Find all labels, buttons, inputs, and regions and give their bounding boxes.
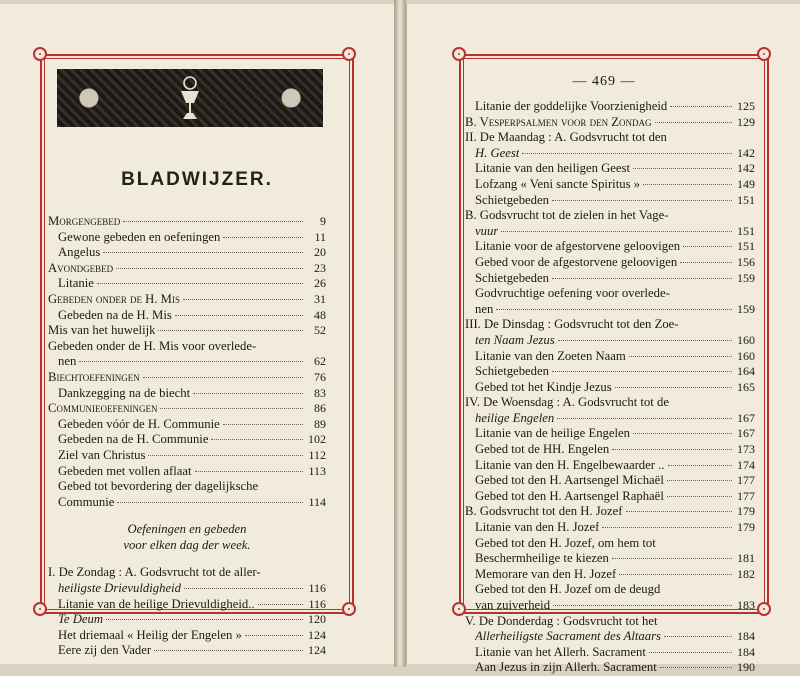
toc-entry-page: 174 [737,457,755,472]
toc-entry-label: Schietgebeden [475,270,549,285]
toc-entry-label: Dankzegging na de biecht [58,385,191,400]
toc-entry [48,261,326,277]
toc-entry [465,99,755,115]
leader-dots [619,574,732,575]
leader-dots [552,371,732,372]
toc-entry-page: 167 [737,410,755,425]
toc-entry [465,317,755,333]
corner-ornament-icon [33,602,47,616]
toc-entry-label: Litanie [58,276,94,291]
corner-ornament-icon [33,47,47,61]
toc-entry-label: Ziel van Christus [58,447,146,462]
toc-entry-label: B. Godsvrucht tot den H. Jozef [465,504,623,519]
leader-dots [683,246,732,247]
toc-entry-label: Gebeden onder de H. Mis [48,291,180,306]
toc-entry-page: 182 [737,566,755,581]
toc-entry [48,464,326,480]
leader-dots [223,237,303,238]
toc-entry-label: Litanie van den H. Engelbewaarder .. [475,457,665,472]
toc-entry-label: Angelus [58,245,101,260]
leader-dots [223,424,303,425]
toc-entry-label: Litanie der goddelijke Voorzienigheid [475,99,668,113]
toc-entry [48,276,326,292]
toc-entry [465,364,755,380]
toc-entry-page: 173 [737,442,755,457]
toc-entry [465,567,755,583]
leader-dots [245,635,303,636]
toc-entry [465,536,755,552]
toc-entry [48,432,326,448]
toc-entry-page: 181 [737,551,755,566]
toc-entry-label: Biechtoefeningen [48,369,140,384]
leader-dots [558,340,732,341]
toc-entry-label: Litanie van de heilige Engelen [475,426,631,441]
toc-entry-label: Litanie voor de afgestorvene geloovigen [475,239,681,254]
toc-entry [465,520,755,536]
toc-entry [465,551,755,567]
toc-entry-page: 125 [737,99,755,113]
leader-dots [97,283,303,284]
toc-entry-label: Litanie van het Allerh. Sacrament [475,644,646,659]
toc-entry [48,214,326,230]
toc-entry-page: 151 [737,239,755,254]
toc-entry-page: 20 [314,245,326,260]
toc-entry-label: ten Naam Jezus [475,332,555,347]
toc-entry [465,255,755,271]
toc-entry-label: IV. De Woensdag : A. Godsvrucht tot de [465,395,669,410]
toc-entry-label: Litanie van den heiligen Geest [475,161,631,176]
toc-entry [465,302,755,318]
toc-entry-page: 62 [314,354,326,369]
left-page [0,4,395,664]
toc-entry-label: Gebeden onder de H. Mis voor overlede- [48,338,257,353]
toc-entry [48,308,326,324]
toc-entry [465,146,755,162]
toc-entry-label: Gebeden na de H. Communie [58,432,209,447]
toc-entry-page: 183 [737,598,755,612]
leader-dots [680,262,732,263]
toc-entry [48,612,326,628]
leader-dots [633,433,732,434]
toc-entry [48,553,326,565]
leader-dots [143,377,303,378]
toc-entry-page: 48 [314,307,326,322]
leader-dots [193,393,303,394]
toc-entry [465,380,755,396]
decorative-header-band [57,69,323,127]
toc-entry-page: 86 [314,401,326,416]
toc-entry-page: 114 [308,494,326,509]
toc-entry-label: Gebeden vóór de H. Communie [58,416,220,431]
corner-ornament-icon [342,47,356,61]
toc-entry [48,417,326,433]
leader-dots [522,153,732,154]
corner-ornament-icon [452,47,466,61]
toc-entry [465,333,755,349]
toc-entry-page: 179 [737,504,755,519]
leader-dots [117,502,303,503]
toc-entry [48,510,326,522]
toc-entry-label: Gewone gebeden en oefeningen [58,229,221,244]
toc-entry-page: 112 [308,447,326,462]
toc-entry [48,581,326,597]
toc-entry-label: Allerheiligste Sacrament des Altaars [475,629,661,644]
leader-dots [116,268,303,269]
toc-entry [48,370,326,386]
toc-entry-label: Te Deum [58,612,103,627]
toc-entry-page: 177 [737,473,755,488]
toc-entry-label: Het driemaal « Heilig der Engelen » [58,627,242,642]
toc-entry-label: Schietgebeden [475,192,549,207]
toc-entry [465,473,755,489]
toc-entry [48,643,326,659]
toc-entry [48,401,326,417]
toc-entry-label: Communieoefeningen [48,401,158,416]
toc-entry [465,286,755,302]
toc-entry-page: 160 [737,348,755,363]
leader-dots [258,604,303,605]
toc-entry-page: 124 [308,627,326,642]
toc-entry-page: 142 [737,145,755,160]
leader-dots [160,408,303,409]
leader-dots [655,122,732,123]
leader-dots [553,605,732,606]
toc-entry-label: Gebed tot bevordering der dagelijksche [58,479,259,494]
book-gutter [394,0,406,667]
toc-entry-page: 23 [314,260,326,275]
toc-entry-page: 160 [737,332,755,347]
leader-dots [183,299,303,300]
toc-entry-page: 159 [737,270,755,285]
toc-entry-page: 167 [737,426,755,441]
corner-ornament-icon [452,602,466,616]
toc-entry-page: 26 [314,276,326,291]
leader-dots [496,309,732,310]
toc-entry-label: vuur [475,223,499,238]
leader-dots [615,387,732,388]
toc-entry [48,323,326,339]
toc-entry-page: 179 [737,520,755,535]
toc-entry-page: 190 [737,660,755,675]
toc-entry [48,479,326,495]
toc-entry-label: heilige Engelen [475,410,555,425]
toc-entry-label: Gebeden met vollen aflaat [58,463,192,478]
leader-dots [667,496,732,497]
toc-entry [465,660,755,676]
toc-entry-label: Gebed voor de afgestorvene geloovigen [475,254,678,269]
toc-entry [48,597,326,613]
leader-dots [175,315,303,316]
toc-entry-label: Morgengebed [48,214,121,228]
leader-dots [612,449,732,450]
leader-dots [211,439,303,440]
right-page [406,4,800,675]
toc-entry-label: Mis van het huwelijk [48,323,156,338]
leader-dots [184,588,303,589]
toc-entry [48,245,326,261]
toc-entry-page: 156 [737,254,755,269]
leader-dots [552,200,732,201]
toc-entry-page: 129 [737,114,755,129]
toc-entry [465,130,755,146]
toc-entry [465,504,755,520]
toc-entry-label: V. De Donderdag : Godsvrucht tot het [465,613,658,628]
toc-entry-label: Godvruchtige oefening voor overlede- [475,286,670,301]
toc-entry-label: van zuiverheid [475,598,551,612]
toc-entry [48,354,326,370]
leader-dots [664,636,732,637]
leader-dots [195,471,303,472]
leader-dots [602,527,732,528]
toc-entry-label: Gebed tot den H. Jozef om de deugd [475,582,661,597]
leader-dots [667,480,732,481]
leader-dots [643,184,732,185]
toc-entry [465,614,755,630]
toc-entry [465,489,755,505]
toc-list-right [465,99,755,676]
toc-entry-page: 159 [737,301,755,316]
toc-entry-page: 151 [737,192,755,207]
leader-dots [106,619,303,620]
toc-entry-page: 151 [737,223,755,238]
toc-entry-label: I. De Zondag : A. Godsvrucht tot de aller- [48,565,261,580]
toc-entry [465,442,755,458]
toc-entry-page: 142 [737,161,755,176]
toc-entry-page: 11 [314,229,326,244]
toc-entry-page: 89 [314,416,326,431]
toc-entry [465,426,755,442]
toc-entry [48,565,326,581]
toc-entry-page: 9 [320,214,326,228]
toc-entry [48,292,326,308]
toc-entry-page: 52 [314,323,326,338]
toc-entry-page: 149 [737,176,755,191]
toc-entry-label: Gebed tot den H. Aartsengel Raphaël [475,488,664,503]
toc-entry-label: Gebed tot den H. Jozef, om hem tot [475,535,656,550]
toc-entry-label: Oefeningen en gebeden [127,522,247,537]
toc-entry [465,458,755,474]
leader-dots [633,168,732,169]
toc-entry [48,448,326,464]
toc-entry-label: Schietgebeden [475,364,549,379]
toc-entry-label: Aan Jezus in zijn Allerh. Sacrament [475,660,657,675]
toc-entry-label: B. Godsvrucht tot de zielen in het Vage- [465,208,669,223]
toc-entry [465,161,755,177]
leader-dots [626,511,732,512]
toc-entry [465,582,755,598]
toc-entry-label: heiligste Drievuldigheid [58,581,181,596]
toc-entry-label: II. De Maandag : A. Godsvrucht tot den [465,130,667,145]
toc-entry [465,193,755,209]
toc-entry-label: nen [58,354,77,369]
toc-entry-page: 116 [308,581,326,596]
toc-entry-label: Beschermheilige te kiezen [475,551,609,566]
toc-entry-page: 124 [308,643,326,658]
leader-dots [649,652,732,653]
toc-entry-label: Gebeden na de H. Mis [58,307,172,322]
toc-entry-page: 31 [314,291,326,306]
leader-dots [612,558,732,559]
toc-entry [48,495,326,511]
toc-entry [48,230,326,246]
toc-entry-label: nen [475,301,494,316]
toc-entry [48,522,326,538]
toc-entry [465,177,755,193]
corner-ornament-icon [757,47,771,61]
leader-dots [79,361,303,362]
toc-entry [48,386,326,402]
page-title: BLADWIJZER. [121,169,273,190]
toc-entry-label: Litanie van den Zoeten Naam [475,348,626,363]
leader-dots [158,330,303,331]
toc-entry-label: III. De Dinsdag : Godsvrucht tot den Zoe- [465,317,679,332]
toc-entry-page: 165 [737,379,755,394]
toc-entry [465,349,755,365]
toc-entry [465,395,755,411]
leader-dots [148,455,303,456]
toc-entry-label: H. Geest [475,145,520,160]
leader-dots [123,221,303,222]
toc-entry [48,628,326,644]
toc-entry-label: Eere zij den Vader [58,643,152,658]
toc-entry-page: 177 [737,488,755,503]
toc-list-left [48,214,326,659]
toc-entry-page: 184 [737,629,755,644]
leader-dots [629,356,732,357]
toc-entry-label: Communie [58,494,115,509]
toc-entry [465,271,755,287]
corner-ornament-icon [342,602,356,616]
toc-entry-label: Litanie van den H. Jozef [475,520,600,535]
toc-entry-label: Memorare van den H. Jozef [475,566,617,581]
toc-entry-label: Gebed tot het Kindje Jezus [475,379,612,394]
chalice-icon [177,75,203,121]
toc-entry [465,208,755,224]
leader-dots [103,252,303,253]
toc-entry [465,645,755,661]
leader-dots [501,231,732,232]
corner-ornament-icon [757,602,771,616]
toc-entry [465,411,755,427]
leader-dots [557,418,732,419]
toc-entry-label: Avondgebed [48,260,114,275]
toc-entry [465,239,755,255]
toc-entry-label: Gebed tot de HH. Engelen [475,442,610,457]
leader-dots [154,650,303,651]
leader-dots [670,106,732,107]
toc-entry [465,224,755,240]
leader-dots [660,667,732,668]
toc-entry-label: Gebed tot den H. Aartsengel Michaël [475,473,664,488]
toc-entry-page: 83 [314,385,326,400]
toc-entry-label: Litanie van de heilige Drievuldigheid.. [58,596,255,611]
toc-entry-label: voor elken dag der week. [123,537,251,552]
toc-entry-page: 184 [737,644,755,659]
toc-entry-page: 164 [737,364,755,379]
leader-dots [552,278,732,279]
toc-entry-page: 113 [308,463,326,478]
toc-entry [465,598,755,614]
toc-entry [48,339,326,355]
leader-dots [668,465,732,466]
toc-entry [48,538,326,554]
toc-entry-label: B. Vesperpsalmen voor den Zondag [465,114,652,129]
toc-entry-label: Lofzang « Veni sancte Spiritus » [475,176,641,191]
toc-entry-page: 120 [308,612,326,627]
toc-entry [465,629,755,645]
toc-entry-page: 116 [308,596,326,611]
toc-entry-page: 102 [308,432,326,447]
toc-entry [465,115,755,131]
toc-entry-page: 76 [314,369,326,384]
page-number: — 469 — [572,74,636,89]
